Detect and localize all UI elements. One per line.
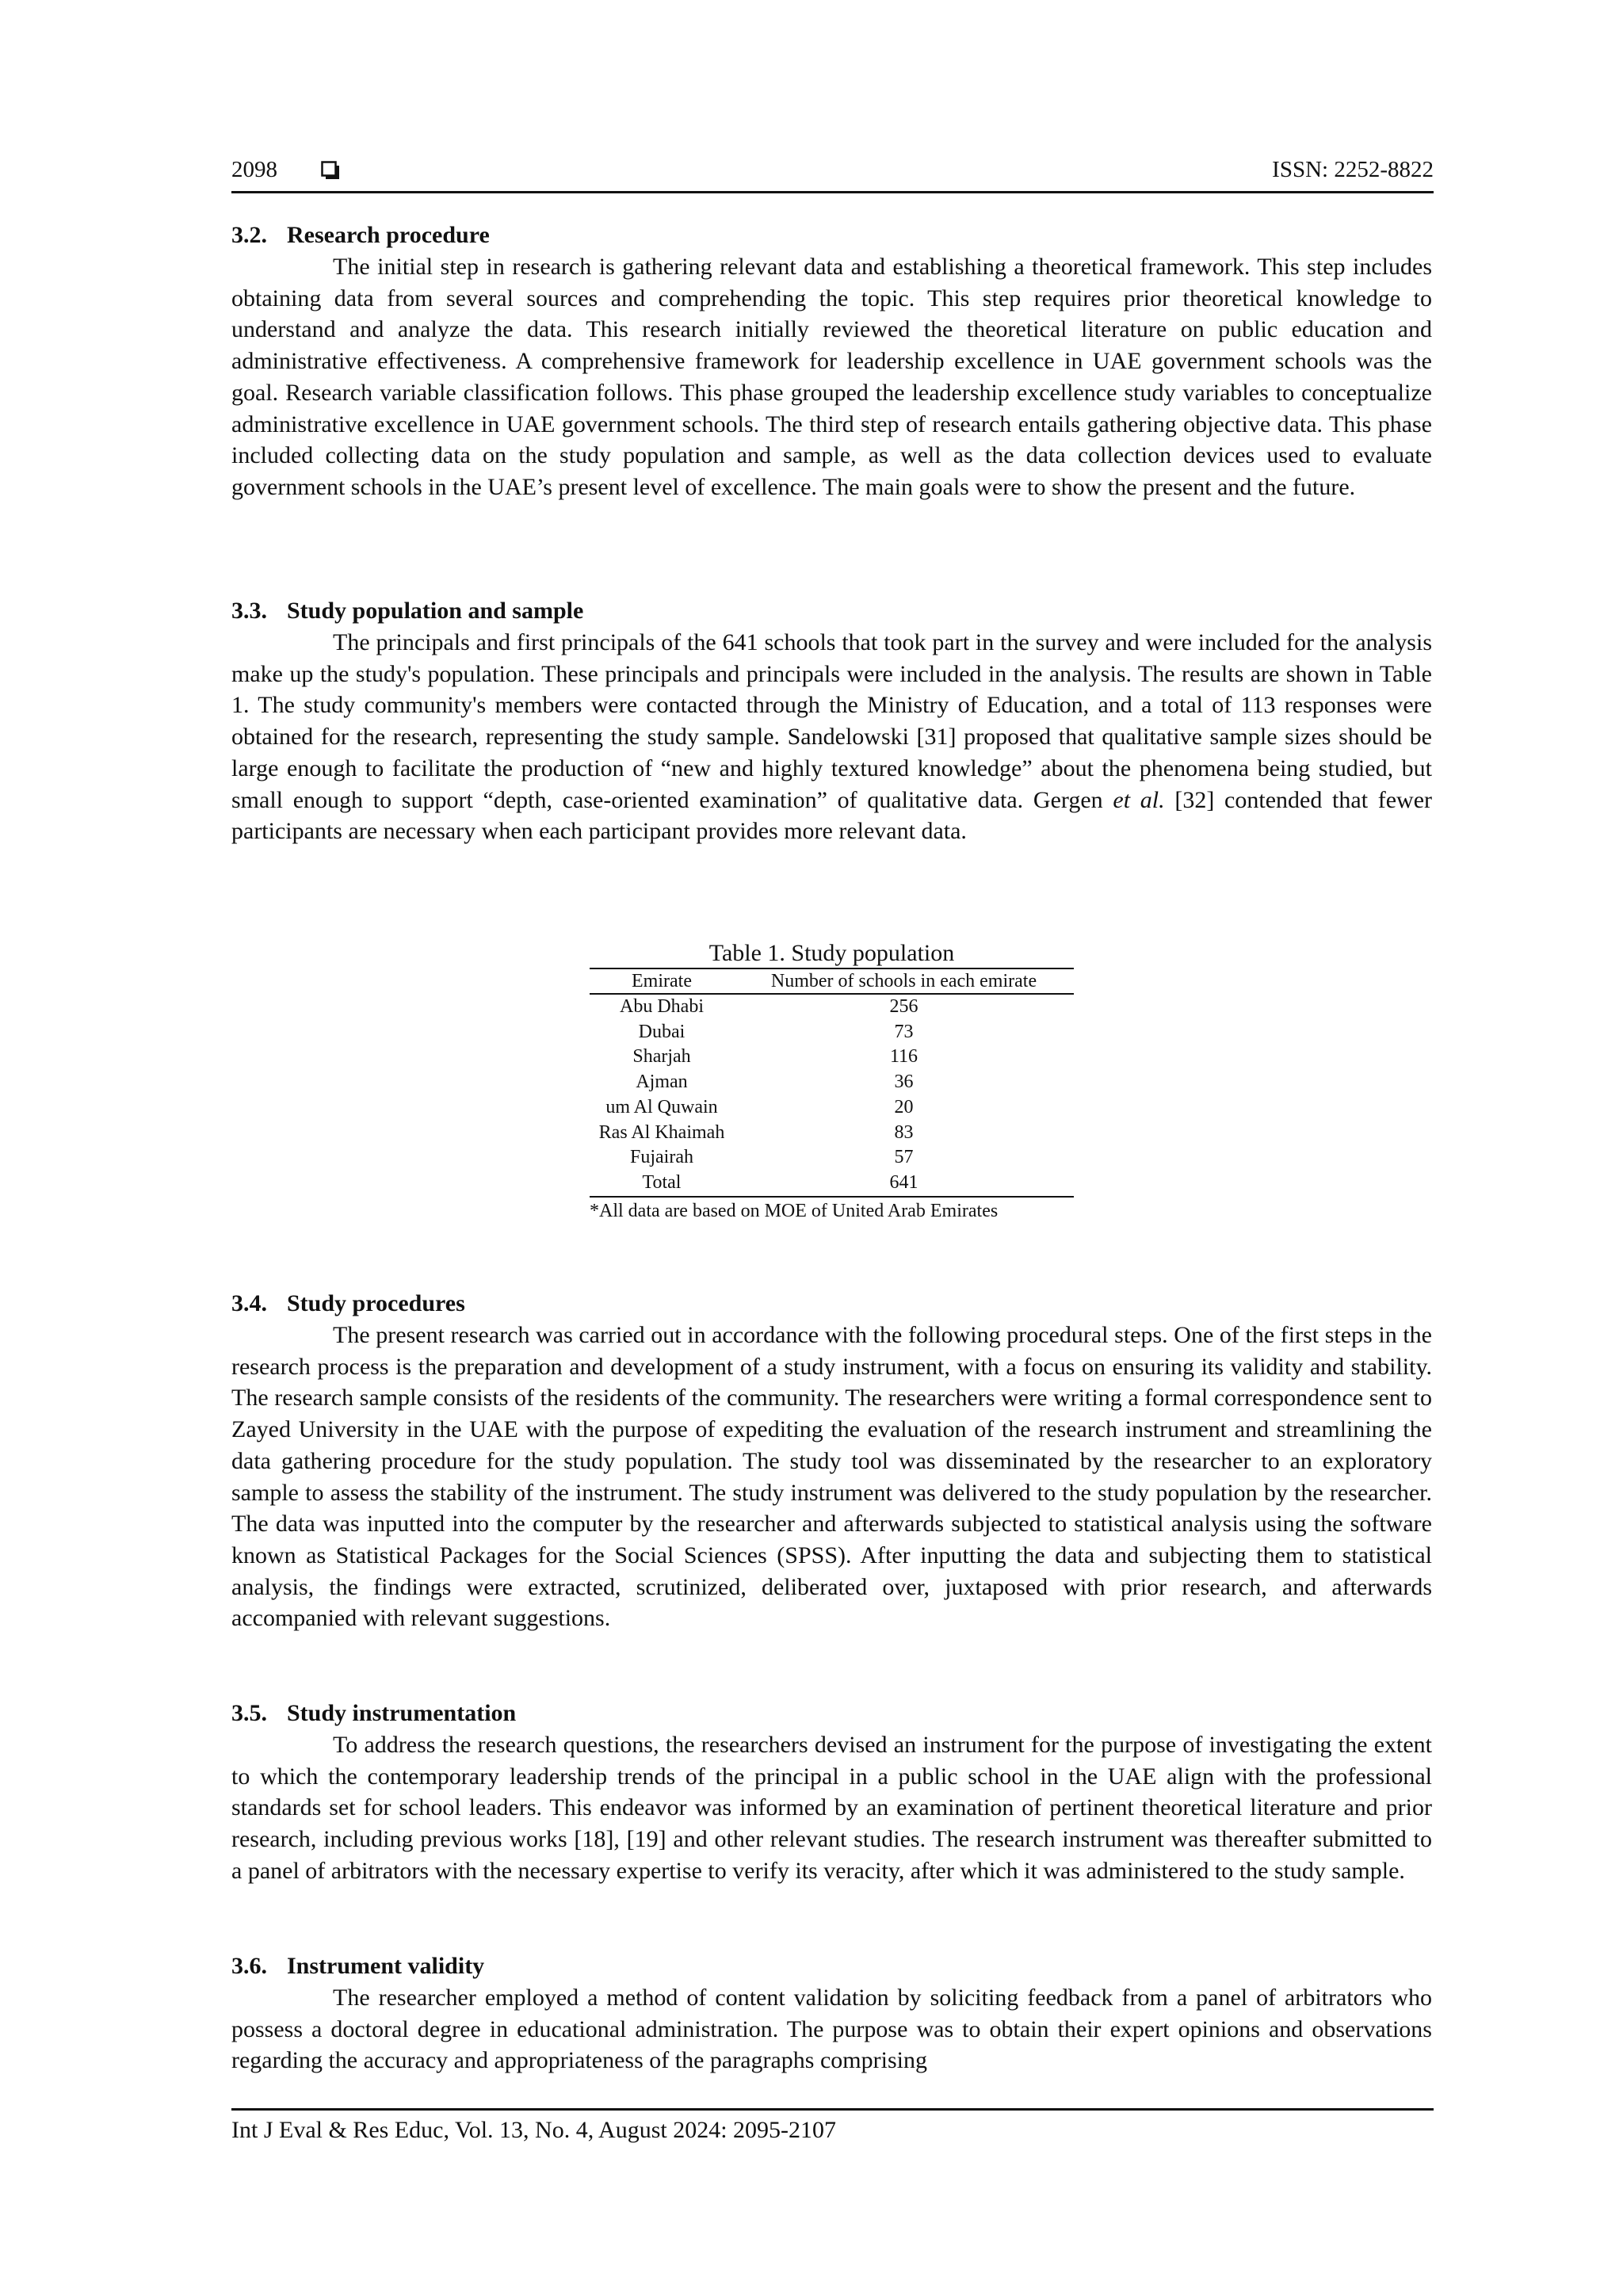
table-row: Ajman 36 xyxy=(636,1072,914,1093)
table-note: *All data are based on MOE of United Arab Emirates xyxy=(590,1200,999,1221)
section-paragraph: The principals and first principals of the 641 schools that took part in the survey and were included for the analysis make up the study's population. These principals and principals were included in the analysis. The results are shown in Table 1. The study community's members were contacted through the Ministry of Education, and a total of 113 responses were obtained for the research, representing the study sample. Sandelowski [31] proposed that qualitative sample sizes should be large enough to facilitate the production of “new and highly textured knowledge” about the phenomena being studied, but small enough to support “depth, case-oriented examination” of qualitative data. Gergen et al. [32] contended that fewer participants are necessary when each participant provides more relevant data. xyxy=(231,629,1433,845)
table-row: Dubai 73 xyxy=(638,1021,914,1042)
column-header-emirate: Emirate xyxy=(590,968,734,994)
table-row: um Al Quwain 20 xyxy=(605,1096,914,1117)
table-study-population xyxy=(590,939,1074,1224)
table-row: Ras Al Khaimah 83 xyxy=(598,1121,914,1143)
section-heading: 3.4. Study procedures xyxy=(231,1290,465,1316)
section-heading: 3.3. Study population and sample xyxy=(231,598,584,624)
section-study-instrumentation xyxy=(231,1698,1432,1887)
table-caption: Table 1. Study population xyxy=(708,940,955,966)
header-rule xyxy=(231,191,1434,193)
section-paragraph: To address the research questions, the researchers devised an instrument for the purpose of investigating the extent to which the contemporary leadership trends of the principal in a public school in the UAE align with the professional standards set for school leaders. This endeavor was informed by an examination of pertinent theoretical literature and prior research, including previous works [18], [19] and other relevant studies. The research instrument was thereafter submitted to a panel of arbitrators with the necessary expertise to verify its veracity, after which it was administered to the study sample. xyxy=(231,1732,1432,1884)
section-instrument-validity xyxy=(231,1950,1432,2076)
page-header xyxy=(231,154,1434,190)
column-header-schools: Number of schools in each emirate xyxy=(734,968,1074,994)
section-heading: 3.6. Instrument validity xyxy=(231,1953,485,1979)
section-research-procedure xyxy=(231,220,1432,503)
table-row: Abu Dhabi 256 xyxy=(620,996,918,1017)
footer-rule xyxy=(231,2108,1434,2111)
table-row-total: Total 641 xyxy=(590,1171,1074,1197)
section-heading: 3.2. Research procedure xyxy=(231,222,490,248)
section-paragraph: The initial step in research is gathering relevant data and establishing a theoretical framework. This step includes obtaining data from several sources and comprehending the topic. This step requires prior theoretical knowledge to understand and analyze the data. This research initially reviewed the theoretical literature on public education and administrative effectiveness. A comprehensive framework for leadership excellence in UAE government schools was the goal. Research variable classification follows. This phase grouped the leadership excellence study variables to conceptualize administrative excellence in UAE government schools. The third step of research entails gathering objective data. This phase included collecting data on the study population and sample, as well as the data collection devices used to evaluate government schools in the UAE’s present level of excellence. The main goals were to show the present and the future. xyxy=(231,254,1432,500)
section-heading: 3.5. Study instrumentation xyxy=(231,1700,517,1726)
section-study-population xyxy=(231,595,1432,847)
section-study-procedures xyxy=(231,1288,1432,1634)
page-footer: Int J Eval & Res Educ, Vol. 13, No. 4, August 2024: 2095-2107 xyxy=(231,2117,837,2143)
data-table xyxy=(590,968,1074,1198)
section-paragraph: The present research was carried out in accordance with the following procedural steps. One of the first steps in the research process is the preparation and development of a study instrument, with a focus on ensuring its validity and stability. The research sample consists of the residents of the community. The researchers were writing a formal correspondence sent to Zayed University in the UAE with the purpose of expediting the evaluation of the research instrument and streamlining the data gathering procedure for the study population. The study tool was disseminated by the researcher to an exploratory sample to assess the stability of the instrument. The study instrument was delivered to the study population by the researcher. The data was inputted into the computer by the researcher and afterwards subjected to statistical analysis using the software known as Statistical Packages for the Social Sciences (SPSS). After inputting the data and subjecting them to statistical analysis, the findings were extracted, scrutinized, deliberated over, juxtaposed with prior research, and afterwards accompanied with relevant suggestions. xyxy=(231,1322,1432,1632)
square-box-icon xyxy=(321,160,340,179)
section-paragraph: The researcher employed a method of content validation by soliciting feedback from a panel of arbitrators who possess a doctoral degree in educational administration. The purpose was to obtain their expert opinions and observations regarding the accuracy and appropriateness of the paragraphs comprising xyxy=(231,1985,1432,2074)
issn: ISSN: 2252-8822 xyxy=(1272,157,1434,182)
page-number: 2098 xyxy=(231,157,277,182)
table-row: Fujairah 57 xyxy=(630,1147,914,1168)
table-row: Sharjah 116 xyxy=(632,1046,918,1068)
